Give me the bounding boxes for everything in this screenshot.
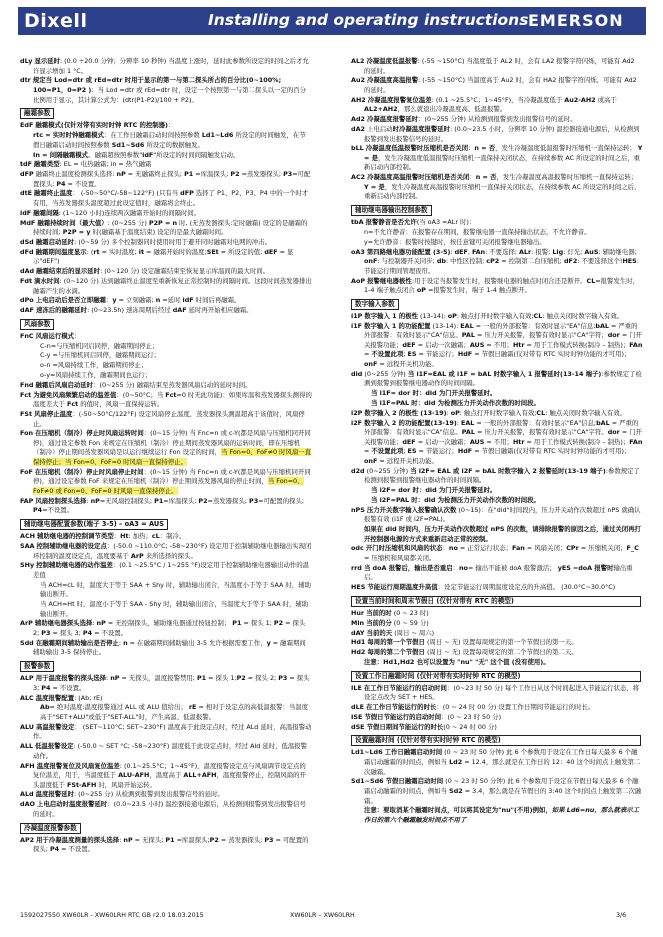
parameter-entry: 当 i1F=PAL 时：did 为检测压力开关动作次数的时间段。 [371,399,540,407]
parameter-entry: Hur 当前的时 (0 ~ 23 时) [351,608,429,617]
parameter-entry: i2F 数字输入 2 的功能配置(13-19): EAL = 一般的外部报警：有效时显示"EA"信息;bAL = 严重的外部报警：有效时显示"CA"信息。PAL = 压力开关报警，报警有效时显示"CA"字符。dor = 门开关报警功能；dEF = 启动一次融霜；AUS = 不用；Htr = 用于工作模式转换(制冷 – 制热)；FAn = 不设置此项; ES = 节能运行；HdF = 节假日融霜(仅对带有 RTC 实时时钟功能的才可用)；onF = 远程开关机功能。 [351,418,643,465]
parameter-entry: tbA 报警静音是否允许(当 oA3 =ALr 时)： [351,218,476,227]
section-heading: 设置融霜时间 (仅针对带有实时时钟 RTC 的模型) [351,735,641,746]
footer-doc-code: 1592027550 XW60LR - XW60LRH RTC GB r2.0 18.03.2015 [20,912,204,919]
left-column [20,57,312,855]
parameter-entry: C-n=与压缩机同启同停，融霜期间停止； [40,341,159,350]
parameter-entry: dAO 上电启动时温度报警延时：(0.0~23.5 小时) 温控器接通电源后，从检测到报警到发出报警信号的延时。 [20,800,306,818]
parameter-entry: y=允许静音：报警时按键时，按任意键可关闭报警继电器输出。 [364,237,546,246]
parameter-entry: i1P 数字输入 1 的极性 (13-14): oP: 触点打开时数字输入有效;CL: 触点关闭时数字输入有效。 [351,311,624,320]
parameter-entry: dAd 融霜结束后的显示延时: (0~120 分) 设定融霜结束至恢复显示库温间的最大时间。 [20,267,270,276]
parameter-entry: ALP 用于温度报警的探头选择: nP = 无探头，温度报警禁用; P1 = 探头 1;P2 = 探头 2; P3 = 探头 3; P4 = 不设置。 [20,674,310,692]
parameter-entry: Hd2 每周的第二个节假日 (周日 ~ 无) 设置每周规定的第二个节假日的第二天。 [351,648,578,657]
parameter-entry: HES 节能运行周期温度升高值：设定节能运行周期温度设定点的升高值。 (30.0°C~30.0°C) [351,583,616,592]
parameter-entry: o-y=风扇持续工作，融霜期间也运行； [40,370,152,379]
parameter-entry: 当 ACH=cL 时，温度大于等于 SAA + Shy 时，辅助输出闭合，当温度小于等于 SAA 时，辅助输出断开。 [40,580,311,599]
parameter-entry: rtc = 实时时钟融霜模式：在工作日融霜启动时间按照参数 Ld1~Ld6 所设定的时间触发，在节假日融霜启动时间按照参数 Sd1~Sd6 所设定的数据触发。 [33,131,306,149]
parameter-entry: SHy 控制辅助继电器的动作温差：(0.1 ~25.5°C / 1~255 °F)设定用于控制辅助继电器输出动作的温差值 [20,561,310,579]
parameter-entry: 当 i2F=PAL 时：did 为检测压力开关动作次数的时间段。 [371,495,540,504]
section-heading: 冷凝温度报警参数 [20,823,81,834]
section-heading: 辅助继电器输出控制参数 [351,205,432,216]
section-heading: 融霜参数 [20,108,54,119]
parameter-entry: Sd1~Sd6 节假日融霜启动时间 (0 ~ 23 时 50 分钟) 此 6 个参数用于设定在节假日每天最多 6 个融霜启动融霜的时间点，例如当 Sd2 = 3.4，那么就是在节假日的 3:40 这个时间点上触发第二次融霜。 [351,777,642,805]
dixell-logo: Dixell [24,10,88,32]
parameter-entry: dSE 节假日期间节能运行的时长(0 ~ 24 时 00 分) [351,722,497,731]
parameter-entry: Fon 在压缩机（制冷）停止时风扇运转时间：(0~15 分钟) 当 Fnc=n 或 c-Y(都是风扇与压缩机同开同停)，通过设定参数 Fon 来规定在压缩机（制冷）停止期间蒸发器风扇的运转时间，即在压缩机（制冷）停止期间蒸发器风扇是以运行继续运行 Fon 设定的时间，当 Fon=0、FoF≠0 时风扇一直保持停止；当 Fon=0、FoF=0 时风扇一直保持停止。 [20,429,312,467]
parameter-entry: FSt 风扇停止温度：(-50~50°C/122°F) 设定风扇停止温度，蒸发器探头测温超高于该值时，风扇停止。 [20,409,305,428]
parameter-entry: ALC 温度报警配置: (Ab; rE) [20,693,103,702]
parameter-entry: MdF 融霜持续时间（最大值）: (0~255 分) P2P = n 时, (无蒸发器探头:定时融霜) 设定的是融霜的持续时间; P2P = y 时(融霜基于温度结束) 设定的是最大融霜时间。 [20,218,308,237]
page-header [0,0,663,50]
parameter-entry: dFP 融霜终止温度检测探头选择: nP = 无融霜终止探头; P1 =库温探头; P2 =蒸发器探头; P3=可配置探头; P4 = 不设置。 [20,170,311,188]
parameter-entry: dFd 融霜期间温度显示: (rt = 实时温度; it = 融霜开始时的温度;SEt = 所设定的值; dEF = 显示"dEF") [20,247,294,266]
footer-model: XW60LR – XW60LRH [290,912,355,919]
parameter-entry: ALd 温度报警延时: (0~255 分) 从检测到报警到发出报警信号的延时。 [20,790,224,799]
parameter-entry: AL2 冷凝温度低温报警: (-55 ~150°C) 当温度低于 AL2 时，会有 LA2 报警字符闪烁，可能有 Ad2 的延时。 [351,57,635,75]
parameter-entry: In = 间隔融霜模式。融霜超按照参数"idF"所设定的时间间隔触发启动。 [33,150,240,159]
parameter-entry: ArP 辅助继电器探头选择: nP = 无控制探头，辅助继电器通过按钮控制； P1 = 探头 1; P2 = 探头 2; P3 = 探头 3; P4 = 不设置。 [20,619,306,638]
parameter-entry: tdF 融霜类型: EL = 电热融霜; in = 热气融霜 [20,160,152,169]
parameter-entry: dSd 融霜启动延时: (0~59 分) 多个控制器同时使用时用于避开同时融霜对电网的冲击。 [20,237,272,246]
parameter-entry: bLL 冷凝温度低温报警时压缩机是否关闭：n = 否，发生冷凝温度低温报警时压缩机一直保持运转； Y = 是，发生冷凝温度低温报警时压缩机一直保持关闭状态，在持续参数 AC 所设定的时间之后，重新启动内部控制。 [351,144,643,172]
parameter-entry: ILE 在工作日节能运行的启动时间：(0~23 时 50 分) 每个工作日从这个时间起进入节能运行状态，将设定点改为 SET + HES。 [351,683,640,702]
parameter-entry: nPS 压力开关数字输入报警确认次数 (0~15)：在"did"时间段内，压力开关动作次数超过 nPS 就确认报警有效 (i1F 或 i2F=PAL)。 [351,505,641,524]
parameter-entry: AoP 报警继电器极性:用于设定当报警发生时，报警继电器的触点时闭合还是断开。CL=报警发生时，1-4 端子触点闭合 oP =报警发生时，端子 1-4 触点断开。 [351,276,639,295]
parameter-entry: Sdd 在融霜期间辅助输出是否停止: n = 在融霜期间辅助输出 3-5 允许根据需要工作，y = 融霜期间辅助输出 3-5 保持停止。 [20,638,306,657]
parameter-entry: SAA 控制辅助继电器的设定点：(-50.0 ~110.0°C; -58~230°F) 设定用于控制辅助继电器输出实现闭环控制的温度设定点，温度要基于 ArP 来所选择的探头。 [20,541,312,560]
parameter-entry: odc 开门时压缩机和风扇的状态：no = 正常运行状态；Fan = 风扇关闭；CPr = 压缩机关闭；F_C = 压缩机和风扇都关闭。 [351,544,639,562]
parameter-entry: AFH 温度报警复位及风扇复位温差: (0.1~25.5°C；1~45°F)，温度报警设定点与风扇调节设定点的复位温差，用于，当温度低于 ALU-AFH，温度高于 ALL+AFH，温度报警停止，控制风扇的开头温度低于 FSt-AFH 时，风扇开始运转。 [20,761,306,789]
parameter-entry: 注意：Hd1,Hd2 也可以设置为 "nu" "无" 这个值 (没有使用)。 [364,657,550,666]
parameter-entry: EdF 融霜模式(仅针对带有实时时钟 RTC 的控制器)： [20,121,175,130]
parameter-entry: rrd 当 doA 报警后，输出是否重启：no= 输出不能被 doA 报警激活； yES =doA 报警时输出重启。 [351,563,633,582]
parameter-entry: i1F 数字输入 1 的功能配置 (13-14): EAL = 一般的外部报警：有效时显示"EA"信息;bAL = 严重的外部报警：有效时显示"CA"信息。PAL = 压力开关报警，报警有效时显示"CA"字符；dor = 门开关报警功能；dEF = 启动一次融霜；AUS = 不用；Htr = 用于工作模式转换(制冷 – 制热)；FAn = 不设置此项; ES = 节能运行；HdF = 节假日融霜(仅对带有 RTC 实时时钟功能的才可用)；onF = 远程开关机功能。 [351,321,643,369]
parameter-entry: 注意：要取消某个融霜时间点，可以将其设定为"nu"(不用)例如，如果 Ld6=nu，那么就表示工作日的第六个融霜触发时间点不用了 [364,806,640,824]
parameter-entry: i2P 数字输入 2 的极性 (13-19): oP: 触点打开时数字输入有效;CL: 触点关闭时数字输入有效。 [351,408,627,417]
parameter-entry: idF 融霜间隔: (1~120 小时)连续两次融霜开始时的间隔时间。 [20,208,201,217]
parameter-entry: Au2 冷凝温度高温报警: (-55 ~150°C) 当温度高于 Au2 时，会有 HA2 报警字符闪烁，可能有 Ad2 的延时。 [351,76,637,94]
footer-page-number: 3/6 [616,912,627,919]
parameter-entry: 当 i2F= dor 时：did 为门开关报警延时。 [371,486,497,495]
parameter-entry: ALU 高温报警设定： (SET~110°C; SET~230°F) 温度高于此设定点时，经过 ALd 延时，高温报警动作。 [20,722,312,741]
parameter-entry: ISE 节假日节能运行的启动时间：(0 ~ 23 时 50 分) [351,712,502,721]
parameter-entry: AH2 冷凝温度报警复位温差: (0.1 ~25.5°C；1~45°F)，当冷凝温度低于 Au2-AH2 或高于 AL2+AH2，那么就退出冷凝温度高、低温报警。 [351,95,617,114]
section-heading: 设置工作日融霜时间 (仅针对带有实时时钟 RTC 的模型) [351,671,641,682]
parameter-entry: ACH 辅助继电器的控制调节类型：Ht: 加热；cL：制冷。 [20,532,186,541]
parameter-entry: dtE 融霜终止温度： (-50~50°C/-58~122°F) (只有当 dFP 选择了 P1、P2、P3、P4 中的一个时才有用，当蒸发器探头温度超过此设定值时，融霜将会终止。 [20,189,309,208]
section-heading: 辅助继电器配置参数(端子 3-5) – oA3 = AUS [20,519,168,530]
parameter-entry: dLy 显示延时: (0.0 ÷20.0 分钟；分辨率 10 秒钟) 当温度上涨时，延时此参数所设定的时间之后才允许显示增加 1 °C。 [20,57,309,75]
parameter-entry: Ld1~Ld6 工作日融霜启动时间 (0 ~ 23 时 50 分钟) 此 6 个参数用于设定在工作日每天最多 6 个融霜启动融霜的时间点，例如当 Ld2 = 12.4，那么就是在工作日的 12：40 这个时间点上触发第二次融霜。 [351,748,641,776]
parameter-entry: ALL 低温报警设定: (-50.0 ~ SET °C; -58~230°F) 温度低于此设定点时，经过 Ald 延时，低温报警动作。 [20,742,308,760]
parameter-entry: did (0~255 分钟) 当 i1F=EAL 或 i1F = bAL 时数字输入 1 报警延时(13-14 端子):参数规定了检测到报警到报警继电器动作的时间间隔。 [351,369,642,388]
right-column [351,57,643,826]
parameter-entry: 如果在 did 时间内，压力开关动作次数超过 nPS 的次数，请排除报警的原因之后，通过关闭再打开控制器电源的方式来重新启动正常的控制。 [364,525,641,543]
page-title: Installing and operating instructions [208,11,529,29]
section-heading: 设置当前时间和周末节假日 (仅针对带有 RTC 的模型) [351,596,641,607]
parameter-entry: Hd1 每周的第一个节假日 (周日 ~ 无) 设置每周规定的第一个节假日的第一天。 [351,638,578,647]
parameter-entry: FoF 在压缩机（制冷）停止时风扇停止时间：(0~15 分钟) 当 Fnc=n 或 c-Y(都是风扇与压缩机同开同停)，通过设定参数 FoF 来规定在压缩机（制冷）停止期间蒸发器风扇的停止时间，当 Fon=0、FoF≠0 或 Fon=0、FoF=0 时风扇一直保持停止。 [20,467,311,496]
parameter-entry: Min 当前的分 (0 ~ 59 分) [351,618,429,627]
parameter-entry: FnC 风扇运行模式： [20,331,81,340]
section-heading: 风扇参数 [20,319,54,330]
parameter-entry: dAY 当前的天 (周日 ~ 周六) [351,628,435,637]
parameter-entry: dPo 上电启动后是否立即融霜：y = 立刻融霜; n =延时 idF 时间后再融霜。 [20,296,241,305]
parameter-entry: dAF 速冻后的融霜延时: (0~23.5h) 速冻周期后经过 dAF 延时再开始相应融霜。 [20,306,253,315]
section-heading: 报警参数 [20,661,54,672]
parameter-entry: dtr 规定当 Lod=dtr 或 rEd=dtr 时用于显示的第一与第二探头所占的百分比(0~100%; 100=P1，0=P2 )：当 Lod =dtr 或 rEd=dtr 时，设定一个按照第一与第二探头以一定的百分比例用于显示，其计算公式为：(dtr(P1-P2)/100 + P2)。 [20,76,307,104]
parameter-entry: d2d (0~255 分钟) 当 i2F= EAL 或 i2F = bAL 时数字输入 2 报警延时(13-19 端子):参数规定了检测到报警到报警继电器动作的时间间隔。 [351,466,640,485]
parameter-entry: Fct 为避免风扇频繁启动的温差值：(0~50°C；当 Fct=0 时无此功能)：如果库温和蒸发器探头测得的温度差大于 Fct 的值时，风扇一直保持运转。 [20,390,312,409]
parameter-entry: FAP 风扇控制探头选择: nP=无风扇控制探头; P1=库温探头; P2=蒸发器探头; P3=可配置的探头; P4=不设置。 [20,496,305,515]
parameter-entry: dA2 上电启动时冷凝温度报警延时: (0.0~23.5 小时，分辨率 10 分钟) 温控器接通电源后，从检测到报警到发出报警信号的延时。 [351,124,640,143]
parameter-entry: AC2 冷凝温度高温报警时压缩机是否关闭：n = 否，发生冷凝温度高温报警时压缩机一直保持运转； Y = 是，发生冷凝温度高温报警时压缩机一直保持关闭状态，在持续参数 AC 所设定的时间之后，重新启动内部控制。 [351,173,641,201]
section-heading: 数字输入参数 [351,299,399,310]
parameter-entry: Fnd 融霜后风扇启动延时：(0~255 分) 融霜结束至蒸发器风扇启动的延时时间。 [20,380,252,389]
parameter-entry: Ab= 绝对温度:温度报警通过 ALL 或 ALU 值给出； rE = 相对于设定点的高低温报警：当温度高于"SET+ALU"或低于"SET-ALL"时，产生高温、低温报警。 [40,703,309,721]
emerson-logo: EMERSON [528,11,624,30]
parameter-entry: 当 i1F= dor 时：did 为门开关报警延时。 [371,389,497,398]
parameter-entry: o-n =风扇持续工作，融霜期间停止； [40,361,148,370]
parameter-entry: C-y =与压缩机同启同停，融霜期间运行； [40,351,161,360]
parameter-entry: AP2 用于冷凝温度测量的探头选择: nP = 无探头; P1 =库温探头;P2 = 蒸发器探头; P3 = 可配置的探头; P4 = 不设置。 [20,835,309,854]
parameter-entry: Ad2 冷凝温度报警延时：(0~255 分钟) 从检测到报警到发出报警信号的延时。 [351,115,577,124]
parameter-entry: oA3 第四路继电器功能配置 (3-5): dEF, FAn: 不要选择; ALr: 报警; Lig: 灯光; AuS: 辅助继电器; onF: 与控制器开关同步; db: 中性区控制; cP2 = 控制第二台压缩机; dF2: 不要选择这个!HES:节能运行期间管理夜帘。 [351,247,639,275]
parameter-entry: n=不允许静音：在报警存在期间，报警继电器一直保持输出状态，不允许静音。 [364,228,591,236]
parameter-entry: 当 ACH=Ht 时，温度小于等于 SAA - Shy 时，辅助输出闭合，当温度大于等于 SAA 时，辅助输出断开。 [40,600,309,618]
parameter-entry: dLE 在工作日节能运行的时长：(0 ~ 24 时 00 分) 设置工作日期间节能运行的时长。 [351,703,595,711]
parameter-entry: Fdt 滴水时间: (0~120 分) 达到融霜终止温度至重新恢复正常控制时的间隔时间。这段时间蒸发器排出融霜产生的水滴。 [20,276,312,295]
